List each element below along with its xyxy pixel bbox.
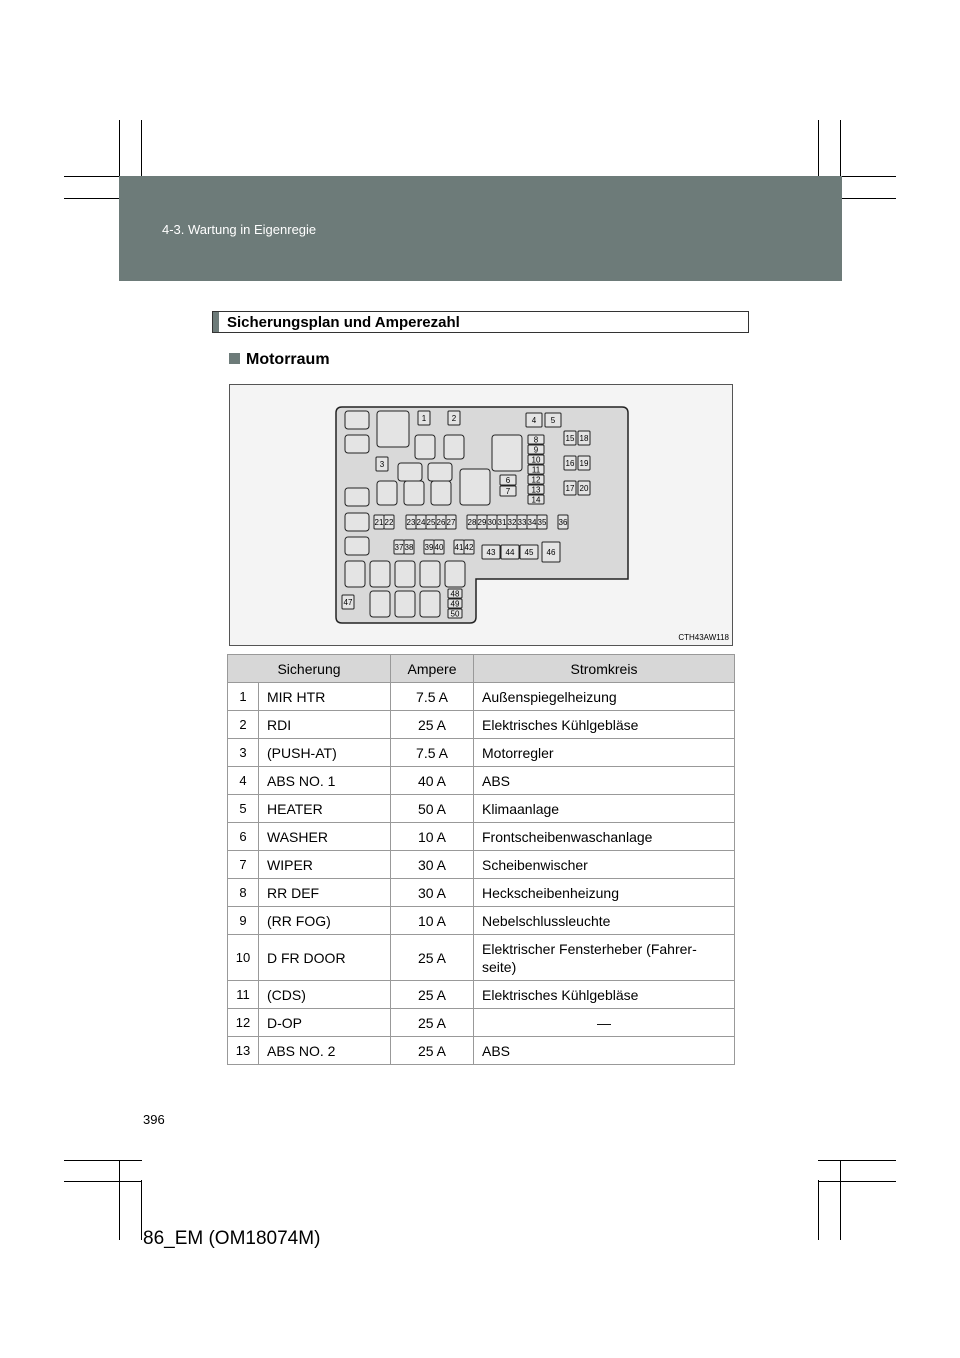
relay-block	[428, 463, 452, 481]
fuse-label: 26	[436, 518, 446, 527]
relay-block	[415, 435, 435, 459]
fuse-label: 30	[487, 518, 497, 527]
fuse-label: 29	[477, 518, 487, 527]
crop-mark	[64, 1181, 142, 1182]
fuse-label: 34	[527, 518, 537, 527]
relay-block	[345, 513, 369, 531]
fuse-label: 25	[426, 518, 436, 527]
fuse-label: 33	[517, 518, 527, 527]
subheading-text: Motorraum	[246, 351, 330, 368]
fuse-label: 10	[531, 455, 541, 465]
section-title-accent	[213, 312, 219, 332]
table-row	[228, 795, 735, 823]
relay-block	[404, 481, 424, 505]
fuse-ampere: 7.5 A	[391, 683, 474, 711]
square-bullet-icon	[229, 353, 240, 364]
fuse-number: 3	[228, 739, 259, 767]
fuse-label: 39	[424, 543, 434, 552]
table-header-row	[228, 655, 735, 683]
fuse-circuit: Elektrisches Kühlgebläse	[474, 981, 735, 1009]
fuse-circuit: Nebelschlussleuchte	[474, 907, 735, 935]
fuse-label: 45	[524, 548, 534, 557]
fuse-circuit: Frontscheibenwaschanlage	[474, 823, 735, 851]
fuse-number: 7	[228, 851, 259, 879]
fuse-number: 5	[228, 795, 259, 823]
fuse-ampere: 30 A	[391, 851, 474, 879]
fuse-label: 31	[497, 518, 507, 527]
relay-block	[395, 591, 415, 617]
fuse-label: 3	[379, 460, 385, 469]
crop-mark	[64, 1160, 142, 1161]
fuse-label: 4	[531, 416, 537, 425]
fuse-ampere: 10 A	[391, 907, 474, 935]
fuse-circuit: Klimaanlage	[474, 795, 735, 823]
fuse-circuit: Außenspiegelheizung	[474, 683, 735, 711]
fuse-number: 8	[228, 879, 259, 907]
fuse-label: 5	[550, 416, 556, 425]
relay-block	[444, 435, 464, 459]
fuse-ampere: 10 A	[391, 823, 474, 851]
relay-block	[345, 435, 369, 453]
fuse-circuit: Scheibenwischer	[474, 851, 735, 879]
table-row	[228, 851, 735, 879]
fuse-name: ABS NO. 2	[259, 1037, 391, 1065]
relay-block	[370, 591, 390, 617]
fuse-name: MIR HTR	[259, 683, 391, 711]
fuse-ampere: 50 A	[391, 795, 474, 823]
table-row	[228, 823, 735, 851]
fuse-name: (CDS)	[259, 981, 391, 1009]
table-row	[228, 683, 735, 711]
fuse-ampere: 7.5 A	[391, 739, 474, 767]
relay-block	[377, 411, 409, 447]
crop-mark	[818, 1180, 819, 1240]
fuse-box-drawing	[230, 385, 732, 645]
relay-block	[345, 411, 369, 429]
fuse-label: 46	[546, 548, 556, 557]
crop-mark	[141, 1180, 142, 1240]
table-row	[228, 1037, 735, 1065]
fuse-number: 13	[228, 1037, 259, 1065]
fuse-name: WASHER	[259, 823, 391, 851]
chapter-section-label: 4-3. Wartung in Eigenregie	[162, 222, 317, 237]
relay-block	[370, 561, 390, 587]
diagram-code: CTH43AW118	[678, 633, 729, 642]
relay-block	[345, 561, 365, 587]
fuse-label: 8	[533, 435, 539, 445]
fuse-circuit: Heckscheibenheizung	[474, 879, 735, 907]
fuse-label: 41	[454, 543, 464, 552]
section-title-box	[212, 311, 749, 333]
fuse-ampere: 40 A	[391, 767, 474, 795]
fuse-circuit: Elektrischer Fensterheber (Fahrer-seite)	[474, 935, 735, 981]
fuse-ampere: 25 A	[391, 981, 474, 1009]
fuse-number: 10	[228, 935, 259, 981]
fuse-name: (RR FOG)	[259, 907, 391, 935]
page-number: 396	[143, 1112, 165, 1127]
fuse-label: 17	[565, 484, 575, 493]
fuse-label: 40	[434, 543, 444, 552]
fuse-label: 6	[505, 476, 511, 485]
fuse-number: 12	[228, 1009, 259, 1037]
relay-block	[492, 435, 522, 471]
section-title: Sicherungsplan und Amperezahl	[227, 314, 460, 331]
fuse-label: 16	[565, 459, 575, 468]
fuse-label: 27	[446, 518, 456, 527]
fuse-name: D-OP	[259, 1009, 391, 1037]
table-row	[228, 767, 735, 795]
fuse-label: 14	[531, 495, 541, 505]
fuse-number: 6	[228, 823, 259, 851]
fuse-name: HEATER	[259, 795, 391, 823]
table-row	[228, 981, 735, 1009]
fuse-name: WIPER	[259, 851, 391, 879]
column-header-circuit: Stromkreis	[474, 655, 735, 683]
table-row	[228, 711, 735, 739]
fuse-label: 19	[579, 459, 589, 468]
fuse-circuit: ABS	[474, 767, 735, 795]
column-header-fuse: Sicherung	[228, 655, 391, 683]
fuse-label: 9	[533, 445, 539, 455]
fuse-label: 24	[416, 518, 426, 527]
fuse-circuit: Motorregler	[474, 739, 735, 767]
fuse-label: 23	[406, 518, 416, 527]
fuse-ampere: 25 A	[391, 1009, 474, 1037]
fuse-label: 44	[505, 548, 515, 557]
fuse-label: 38	[404, 543, 414, 552]
fuse-label: 37	[394, 543, 404, 552]
fuse-label: 20	[579, 484, 589, 493]
table-row	[228, 907, 735, 935]
relay-block	[420, 561, 440, 587]
crop-mark	[840, 1160, 841, 1240]
fuse-label: 35	[537, 518, 547, 527]
fuse-ampere: 25 A	[391, 935, 474, 981]
fuse-label: 18	[579, 434, 589, 443]
chapter-header	[119, 176, 842, 281]
fuse-label: 32	[507, 518, 517, 527]
fuse-circuit: —	[474, 1009, 735, 1037]
fuse-label: 21	[374, 518, 384, 527]
fuse-label: 47	[343, 598, 353, 607]
fuse-table	[227, 654, 735, 1065]
relay-block	[460, 469, 490, 505]
fuse-name: ABS NO. 1	[259, 767, 391, 795]
fuse-name: (PUSH-AT)	[259, 739, 391, 767]
fuse-number: 11	[228, 981, 259, 1009]
subheading	[229, 351, 330, 369]
relay-block	[345, 537, 369, 555]
column-header-ampere: Ampere	[391, 655, 474, 683]
fuse-label: 28	[467, 518, 477, 527]
fuse-box-diagram	[229, 384, 733, 646]
table-row	[228, 1009, 735, 1037]
fuse-label: 15	[565, 434, 575, 443]
relay-block	[345, 488, 369, 506]
fuse-number: 1	[228, 683, 259, 711]
relay-block	[420, 591, 440, 617]
fuse-ampere: 25 A	[391, 1037, 474, 1065]
fuse-label: 43	[486, 548, 496, 557]
fuse-label: 42	[464, 543, 474, 552]
fuse-number: 2	[228, 711, 259, 739]
fuse-label: 1	[421, 414, 427, 423]
fuse-number: 4	[228, 767, 259, 795]
fuse-label: 48	[450, 589, 460, 599]
fuse-name: RR DEF	[259, 879, 391, 907]
fuse-name: RDI	[259, 711, 391, 739]
fuse-circuit: ABS	[474, 1037, 735, 1065]
fuse-label: 11	[531, 465, 541, 475]
fuse-ampere: 25 A	[391, 711, 474, 739]
fuse-number: 9	[228, 907, 259, 935]
relay-block	[395, 561, 415, 587]
fuse-label: 22	[384, 518, 394, 527]
table-row	[228, 935, 735, 981]
footer-document-code: 86_EM (OM18074M)	[143, 1228, 321, 1249]
fuse-label: 13	[531, 485, 541, 495]
fuse-ampere: 30 A	[391, 879, 474, 907]
crop-mark	[818, 1181, 896, 1182]
relay-block	[398, 463, 422, 481]
fuse-label: 7	[505, 487, 511, 496]
fuse-label: 12	[531, 475, 541, 485]
fuse-label: 49	[450, 599, 460, 609]
fuse-circuit: Elektrisches Kühlgebläse	[474, 711, 735, 739]
fuse-label: 36	[558, 518, 568, 527]
fuse-name: D FR DOOR	[259, 935, 391, 981]
relay-block	[377, 481, 397, 505]
relay-block	[431, 481, 451, 505]
fuse-label: 2	[451, 414, 457, 423]
table-row	[228, 879, 735, 907]
table-row	[228, 739, 735, 767]
relay-block	[445, 561, 465, 587]
crop-mark	[818, 1160, 896, 1161]
crop-mark	[119, 1160, 120, 1240]
fuse-label: 50	[450, 609, 460, 619]
